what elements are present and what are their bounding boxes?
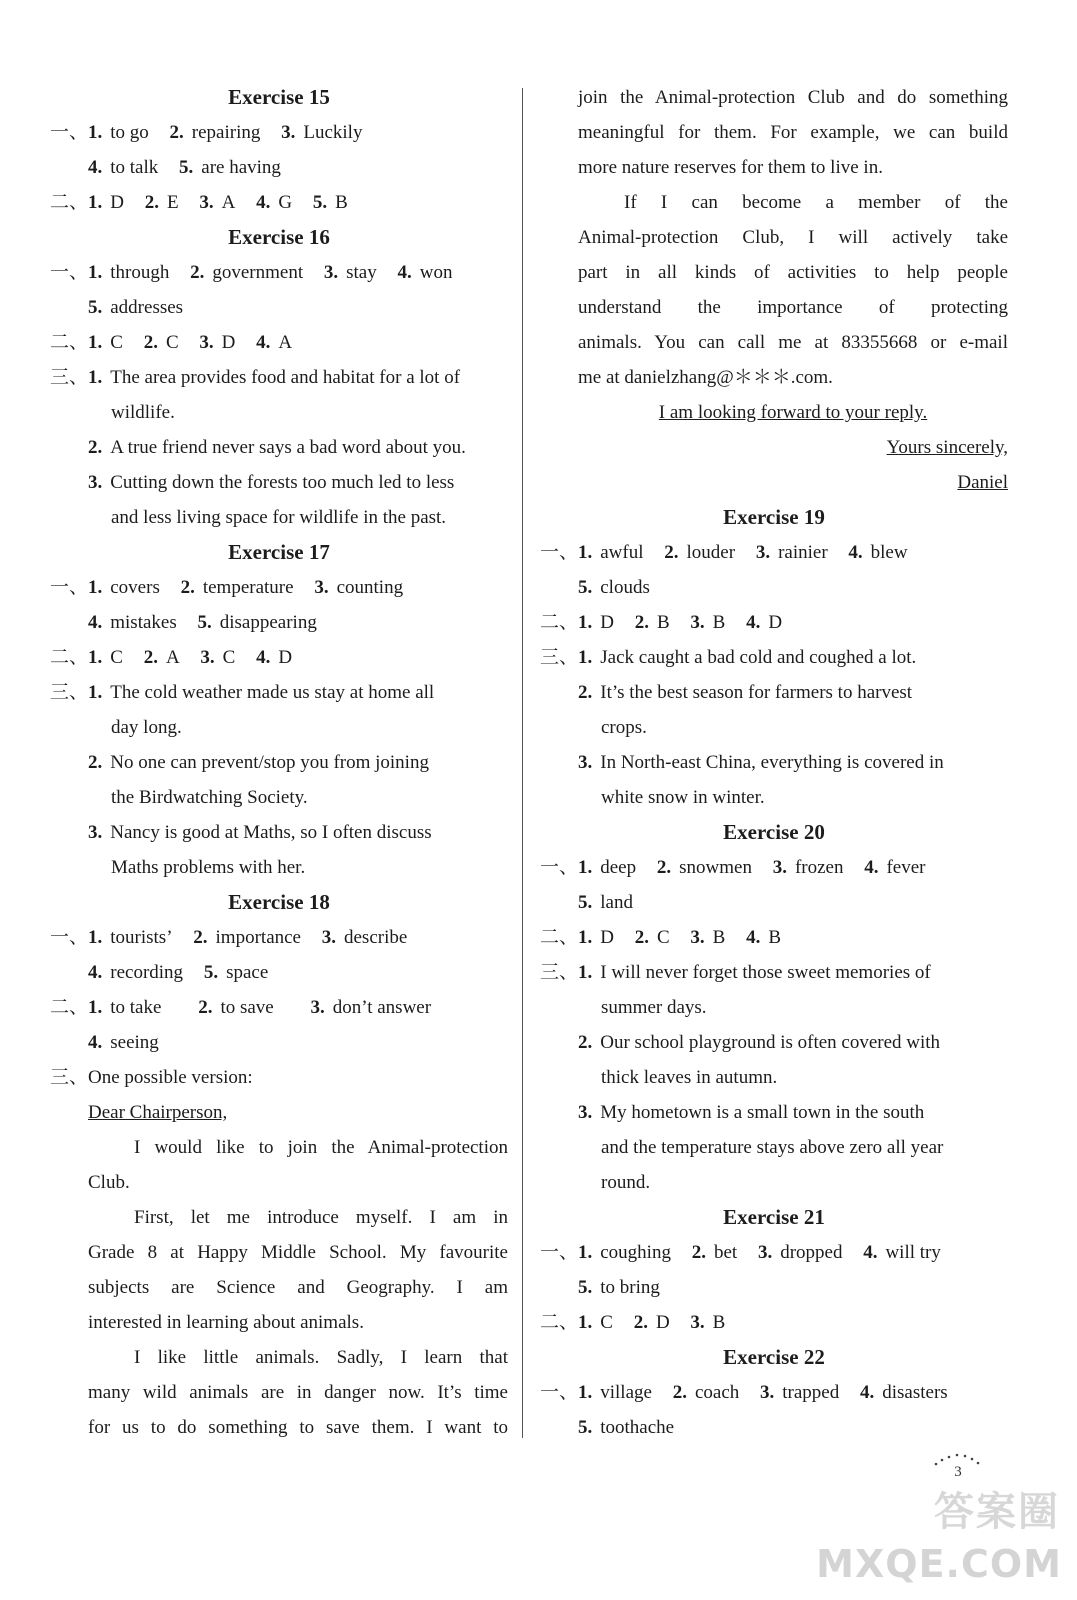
answer: counting — [336, 577, 404, 598]
answer: D — [600, 927, 614, 948]
answer: C — [110, 647, 123, 668]
ex20-part3-item3-line2: and the temperature stays above zero all year — [601, 1137, 944, 1158]
watermark-site-text: MXQE.COM — [816, 1542, 1062, 1586]
ex19-part3-item2-line2: crops. — [601, 717, 647, 738]
ex19-part3-item3-line1 — [540, 745, 1008, 780]
answer: deep — [600, 857, 637, 878]
part-prefix: 一、 — [50, 262, 89, 283]
item-number: 1. — [88, 927, 103, 948]
part-prefix: 二、 — [540, 1312, 579, 1333]
ex18-part1-line2 — [50, 955, 508, 990]
ex17-part1-line2 — [50, 605, 508, 640]
answer: awful — [600, 542, 644, 563]
item-number: 3. — [281, 122, 296, 143]
left-column — [50, 80, 508, 1445]
part-prefix: 一、 — [540, 1242, 579, 1263]
answer: C — [165, 332, 179, 353]
ex15-part2-line1 — [50, 185, 508, 220]
answer: B — [712, 1312, 726, 1333]
answer: G — [278, 192, 293, 213]
letter-line: meaningful for them. For example, we can build — [578, 122, 1008, 143]
item-number: 3. — [690, 612, 705, 633]
item-number: 4. — [848, 542, 863, 563]
ex17-part3-item3-line1 — [50, 815, 508, 850]
letter-line: many wild animals are in danger now. It’s time — [88, 1382, 508, 1403]
ex20-part3-item3-line1 — [540, 1095, 1008, 1130]
answer: Luckily — [303, 122, 363, 143]
part-prefix: 一、 — [540, 857, 579, 878]
ex21-part1-line2 — [540, 1270, 1008, 1305]
letter-line: Club. — [88, 1172, 130, 1193]
ex16-part3-item1-line1 — [50, 360, 508, 395]
answer: describe — [344, 927, 408, 948]
sentence-text: Our school playground is often covered with — [600, 1032, 941, 1053]
item-number: 3. — [690, 927, 705, 948]
answer: louder — [686, 542, 736, 563]
item-number: 4. — [860, 1382, 875, 1403]
answer: don’t answer — [332, 997, 432, 1018]
ex19-part2-line1 — [540, 605, 1008, 640]
ex17-part2-line1 — [50, 640, 508, 675]
item-number: 1. — [578, 647, 593, 668]
ex21-part1-line1 — [540, 1235, 1008, 1270]
letter-line: subjects are Science and Geography. I am — [88, 1277, 508, 1298]
answer: toothache — [600, 1417, 675, 1438]
part-prefix: 一、 — [50, 577, 89, 598]
answer: frozen — [794, 857, 844, 878]
exercise-19-title: Exercise 19 — [723, 505, 825, 529]
answer: temperature — [202, 577, 294, 598]
item-number: 5. — [197, 612, 212, 633]
item-number: 1. — [578, 1312, 593, 1333]
answer: E — [166, 192, 179, 213]
answer: rainier — [778, 542, 828, 563]
answer: B — [712, 612, 726, 633]
ex16-part3-item1-line2: wildlife. — [111, 402, 175, 423]
answer: tourists’ — [110, 927, 173, 948]
item-number: 4. — [88, 612, 103, 633]
item-number: 1. — [578, 612, 593, 633]
answer: importance — [215, 927, 301, 948]
part-prefix: 三、 — [540, 647, 579, 668]
ex16-part3-item3-line1 — [50, 465, 508, 500]
ex15-part1-line1 — [50, 115, 508, 150]
item-number: 3. — [578, 1102, 593, 1123]
ex22-part1-line1 — [540, 1375, 1008, 1410]
answer: disasters — [882, 1382, 948, 1403]
item-number: 2. — [664, 542, 679, 563]
exercise-21-title: Exercise 21 — [723, 1205, 825, 1229]
answer: A — [165, 647, 180, 668]
ex19-part1-line1 — [540, 535, 1008, 570]
answer: to bring — [600, 1277, 660, 1298]
item-number: 5. — [88, 297, 103, 318]
exercise-22-title: Exercise 22 — [723, 1345, 825, 1369]
item-number: 5. — [578, 1277, 593, 1298]
ex21-part2-line1 — [540, 1305, 1008, 1340]
item-number: 5. — [578, 892, 593, 913]
ex18-part2-line1 — [50, 990, 508, 1025]
item-number: 3. — [321, 927, 336, 948]
item-number: 2. — [672, 1382, 687, 1403]
answer: A — [278, 332, 293, 353]
answer: clouds — [600, 577, 650, 598]
sentence-text: My hometown is a small town in the south — [600, 1102, 925, 1123]
letter-line: more nature reserves for them to live in. — [578, 157, 883, 178]
letter-line: interested in learning about animals. — [88, 1312, 364, 1333]
letter-line: part in all kinds of activities to help people — [578, 262, 1008, 283]
item-number: 1. — [578, 962, 593, 983]
ex17-part3-item2-line1 — [50, 745, 508, 780]
item-number: 1. — [88, 122, 103, 143]
answer: won — [419, 262, 453, 283]
answer: disappearing — [219, 612, 317, 633]
item-number: 4. — [746, 927, 761, 948]
answer: through — [110, 262, 170, 283]
item-number: 3. — [757, 1242, 773, 1263]
item-number: 4. — [397, 262, 412, 283]
sentence-text: No one can prevent/stop you from joining — [110, 752, 429, 773]
item-number: 2. — [144, 192, 159, 213]
item-number: 2. — [578, 682, 593, 703]
sentence-text: Nancy is good at Maths, so I often discuss — [110, 822, 432, 843]
ex20-part3-item2-line2: thick leaves in autumn. — [601, 1067, 778, 1088]
answer: fever — [886, 857, 926, 878]
exercise-16-title: Exercise 16 — [228, 225, 330, 249]
ex18-part2-line2 — [50, 1025, 508, 1060]
letter-line: Animal-protection Club, I will actively take — [578, 227, 1008, 248]
answer: bet — [713, 1242, 738, 1263]
part-prefix: 二、 — [50, 647, 89, 668]
item-number: 4. — [746, 612, 761, 633]
letter-line: If I can become a member of the — [624, 192, 1008, 213]
ex18-part1-line1 — [50, 920, 508, 955]
answer: covers — [110, 577, 160, 598]
answer: stay — [346, 262, 377, 283]
item-number: 3. — [88, 472, 103, 493]
part-prefix: 二、 — [50, 332, 89, 353]
item-number: 4. — [88, 1032, 103, 1053]
ex19-part3-item2-line1 — [540, 675, 1008, 710]
sentence-text: I will never forget those sweet memories of — [600, 962, 931, 983]
ex15-part1-line2 — [50, 150, 508, 185]
watermark — [816, 1470, 1072, 1600]
signoff-text: Yours sincerely, — [886, 437, 1008, 458]
exercise-20-title: Exercise 20 — [723, 820, 825, 844]
item-number: 2. — [169, 122, 184, 143]
item-number: 3. — [310, 997, 325, 1018]
answer: D — [600, 612, 614, 633]
watermark-logo-text: 答案圈 — [934, 1489, 1060, 1535]
item-number: 3. — [314, 577, 329, 598]
item-number: 1. — [88, 647, 103, 668]
item-number: 4. — [256, 192, 271, 213]
ex20-part3-item3-line3: round. — [601, 1172, 651, 1193]
letter-line: Grade 8 at Happy Middle School. My favourite — [88, 1242, 508, 1263]
ex16-part1-line2 — [50, 290, 508, 325]
answer: government — [212, 262, 304, 283]
item-number: 2. — [656, 857, 672, 878]
ex19-part3-item3-line2: white snow in winter. — [601, 787, 765, 808]
answer: D — [655, 1312, 670, 1333]
item-number: 2. — [633, 1312, 648, 1333]
signature-text: Daniel — [957, 472, 1008, 493]
answer: coughing — [600, 1242, 671, 1263]
ex16-part1-line1 — [50, 255, 508, 290]
answer: D — [221, 332, 236, 353]
part-prefix: 三、 — [50, 1067, 89, 1088]
item-number: 3. — [323, 262, 339, 283]
answer: to save — [220, 997, 274, 1018]
answer: blew — [870, 542, 908, 563]
exercise-17-title: Exercise 17 — [228, 540, 330, 564]
item-number: 4. — [864, 857, 879, 878]
ex20-part3-item2-line1 — [540, 1025, 1008, 1060]
item-number: 1. — [578, 927, 593, 948]
item-number: 5. — [312, 192, 328, 213]
letter-line: First, let me introduce myself. I am in — [134, 1207, 508, 1228]
answer: will try — [885, 1242, 941, 1263]
answer: dropped — [780, 1242, 843, 1263]
answer: D — [278, 647, 293, 668]
item-number: 4. — [256, 647, 271, 668]
answer: coach — [694, 1382, 740, 1403]
item-number: 1. — [88, 682, 103, 703]
sentence-text: The cold weather made us stay at home all — [110, 682, 435, 703]
answer: addresses — [110, 297, 184, 318]
item-number: 2. — [578, 1032, 593, 1053]
answer: B — [768, 927, 782, 948]
sentence-text: A true friend never says a bad word about you. — [110, 437, 466, 458]
answer: C — [600, 1312, 613, 1333]
page-number-text: 3 — [954, 1464, 962, 1480]
sentence-text: The area provides food and habitat for a lot of — [110, 367, 461, 388]
item-number: 3. — [772, 857, 787, 878]
answer: to talk — [110, 157, 159, 178]
letter-line: animals. You can call me at 83355668 or e-mail — [578, 332, 1008, 353]
part-prefix: 二、 — [50, 997, 89, 1018]
letter-line: I like little animals. Sadly, I learn that — [134, 1347, 508, 1368]
item-number: 4. — [88, 962, 103, 983]
answer: repairing — [191, 122, 261, 143]
ex16-part2-line1 — [50, 325, 508, 360]
sentence-text: It’s the best season for farmers to harvest — [600, 682, 913, 703]
letter-signoff — [540, 430, 1008, 465]
answer: mistakes — [110, 612, 177, 633]
item-number: 2. — [190, 262, 205, 283]
part-prefix: 二、 — [540, 612, 579, 633]
ex17-part3-item2-line2: the Birdwatching Society. — [111, 787, 308, 808]
letter-line: me at danielzhang@＊＊＊.com. — [578, 367, 833, 388]
salutation-text: Dear Chairperson, — [88, 1102, 228, 1123]
letter-salutation — [50, 1095, 508, 1130]
part-prefix: 二、 — [50, 192, 89, 213]
item-number: 1. — [578, 1242, 593, 1263]
item-number: 4. — [88, 157, 103, 178]
column-divider — [522, 88, 523, 1438]
part-prefix: 一、 — [50, 122, 89, 143]
item-number: 1. — [88, 262, 103, 283]
part-prefix: 三、 — [50, 682, 89, 703]
part-prefix: 三、 — [50, 367, 89, 388]
item-number: 4. — [256, 332, 271, 353]
item-number: 3. — [88, 822, 103, 843]
ex17-part1-line1 — [50, 570, 508, 605]
sentence-text: Jack caught a bad cold and coughed a lot. — [600, 647, 917, 668]
answer: to take — [110, 997, 162, 1018]
ex20-part1-line1 — [540, 850, 1008, 885]
item-number: 1. — [88, 577, 103, 598]
item-number: 4. — [863, 1242, 878, 1263]
item-number: 3. — [578, 752, 593, 773]
ex16-part3-item2-line1 — [50, 430, 508, 465]
right-column — [540, 80, 1008, 1445]
ex20-part1-line2 — [540, 885, 1008, 920]
item-number: 1. — [578, 1382, 593, 1403]
item-number: 5. — [578, 577, 593, 598]
item-number: 3. — [690, 1312, 705, 1333]
item-number: 3. — [199, 332, 214, 353]
ex17-part3-item3-line2: Maths problems with her. — [111, 857, 306, 878]
letter-line: for us to do something to save them. I want to — [88, 1417, 508, 1438]
item-number: 1. — [88, 192, 103, 213]
ex17-part3-item1-line1 — [50, 675, 508, 710]
answer: C — [222, 647, 236, 668]
answer: A — [221, 192, 236, 213]
item-number: 5. — [179, 157, 194, 178]
ex16-part3-item3-line2: and less living space for wildlife in the past. — [111, 507, 447, 528]
letter-closing — [540, 395, 1008, 430]
answer: D — [768, 612, 783, 633]
answer: B — [335, 192, 348, 213]
answer: to go — [110, 122, 149, 143]
item-number: 2. — [198, 997, 213, 1018]
ex20-part2-line1 — [540, 920, 1008, 955]
sentence-text: In North-east China, everything is covered in — [600, 752, 944, 773]
item-number: 3. — [200, 647, 215, 668]
ex20-part3-item1-line2: summer days. — [601, 997, 707, 1018]
item-number: 2. — [193, 927, 208, 948]
answer: B — [656, 612, 670, 633]
answer: space — [226, 962, 269, 983]
answer: C — [656, 927, 670, 948]
item-number: 5. — [578, 1417, 593, 1438]
item-number: 1. — [578, 542, 593, 563]
ex20-part3-item1-line1 — [540, 955, 1008, 990]
part-prefix: 一、 — [50, 927, 89, 948]
answer: B — [712, 927, 726, 948]
page-number-ornament-icon — [928, 1452, 988, 1468]
item-number: 2. — [691, 1242, 706, 1263]
part-prefix: 一、 — [540, 542, 579, 563]
item-number: 1. — [88, 367, 103, 388]
answer: D — [110, 192, 124, 213]
item-number: 5. — [203, 962, 219, 983]
letter-line: understand the importance of protecting — [578, 297, 1008, 318]
item-number: 1. — [578, 857, 593, 878]
item-number: 3. — [755, 542, 771, 563]
item-number: 2. — [143, 647, 158, 668]
item-number: 2. — [634, 612, 649, 633]
item-number: 2. — [180, 577, 195, 598]
item-number: 2. — [143, 332, 158, 353]
item-number: 3. — [199, 192, 214, 213]
item-number: 2. — [634, 927, 649, 948]
item-number: 2. — [88, 437, 103, 458]
ex22-part1-line2 — [540, 1410, 1008, 1445]
answer: snowmen — [679, 857, 752, 878]
answer: land — [600, 892, 633, 913]
answer: recording — [110, 962, 184, 983]
letter-line: I would like to join the Animal-protection — [134, 1137, 508, 1158]
exercise-18-title: Exercise 18 — [228, 890, 330, 914]
item-number: 1. — [88, 332, 103, 353]
part-prefix: 二、 — [540, 927, 579, 948]
ex19-part3-item1-line1 — [540, 640, 1008, 675]
intro-text: One possible version: — [88, 1067, 253, 1088]
closing-text: I am looking forward to your reply. — [658, 402, 928, 423]
answer: C — [110, 332, 123, 353]
letter-line: join the Animal-protection Club and do something — [578, 87, 1008, 108]
ex17-part3-item1-line2: day long. — [111, 717, 182, 738]
item-number: 3. — [760, 1382, 775, 1403]
answer: trapped — [782, 1382, 840, 1403]
letter-signature — [540, 465, 1008, 500]
ex18-part3-intro — [50, 1060, 508, 1095]
part-prefix: 三、 — [540, 962, 579, 983]
answer: seeing — [110, 1032, 159, 1053]
answer: village — [600, 1382, 652, 1403]
ex19-part1-line2 — [540, 570, 1008, 605]
item-number: 1. — [88, 997, 103, 1018]
answer: are having — [201, 157, 281, 178]
item-number: 2. — [88, 752, 103, 773]
sentence-text: Cutting down the forests too much led to less — [110, 472, 455, 493]
part-prefix: 一、 — [540, 1382, 579, 1403]
exercise-15-title: Exercise 15 — [228, 85, 330, 109]
